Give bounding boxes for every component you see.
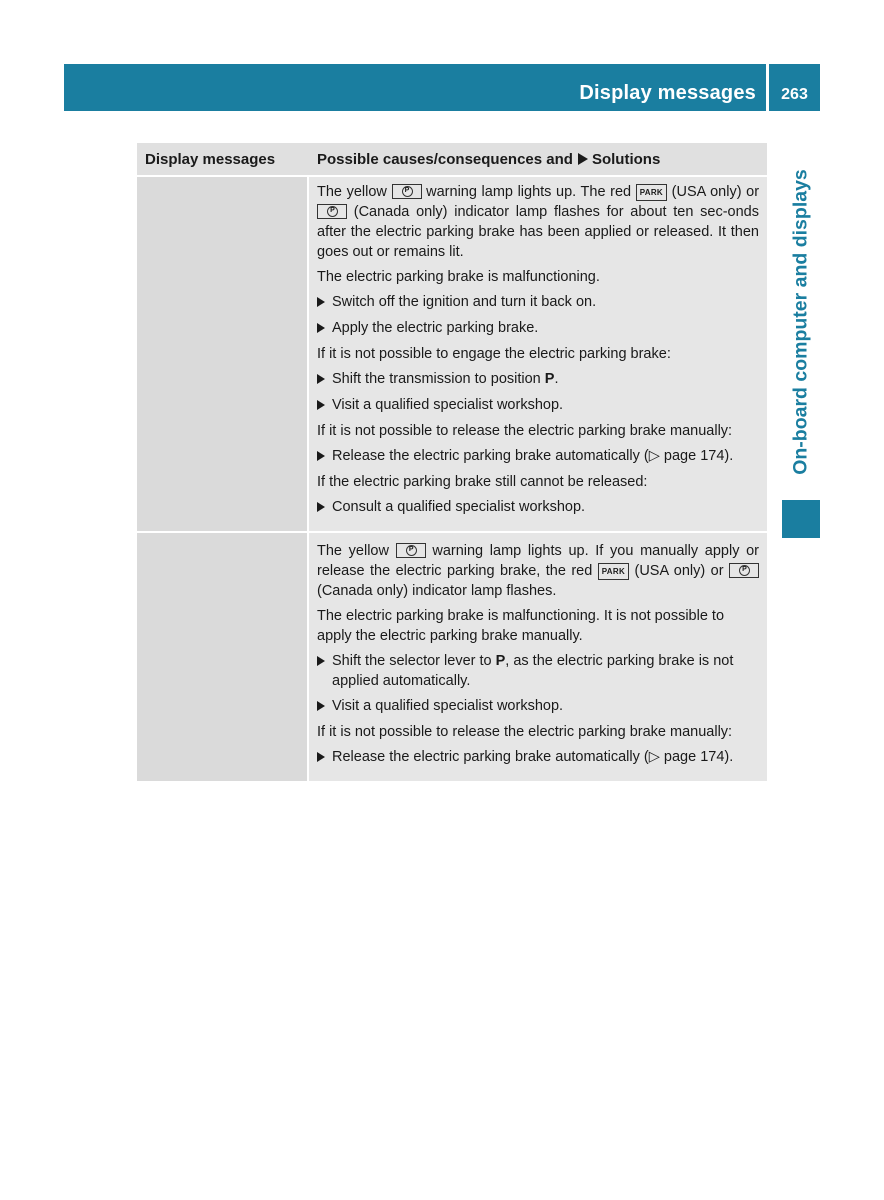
bullet-arrow-icon xyxy=(317,395,332,416)
arrow-right-icon xyxy=(578,153,588,165)
bullet-arrow-icon xyxy=(317,747,332,768)
paragraph: The electric parking brake is malfunctioning. It is not possible to apply the electric parking brake manually. xyxy=(317,608,725,644)
list-item xyxy=(317,369,759,390)
bullet-arrow-icon xyxy=(317,446,332,467)
list-item xyxy=(317,497,759,518)
display-message-cell xyxy=(137,533,309,781)
lamp-symbol: P xyxy=(327,206,338,217)
bullet-arrow-icon xyxy=(317,292,332,313)
paragraph: If the electric parking brake still cannot be released: xyxy=(317,474,648,490)
text: Shift the selector lever to xyxy=(332,653,492,669)
list-item-text: Apply the electric parking brake. xyxy=(332,320,539,336)
bullet-arrow-icon xyxy=(317,318,332,339)
list-item xyxy=(317,395,759,416)
column-header-solutions-label: Solutions xyxy=(591,151,661,168)
table-row xyxy=(137,177,767,531)
page-number: 263 xyxy=(781,86,808,103)
parking-brake-lamp-icon xyxy=(729,563,759,578)
list-item xyxy=(317,292,759,313)
list-item-text: Visit a qualified specialist workshop. xyxy=(332,397,564,413)
section-side-title: On-board computer and displays xyxy=(789,169,812,475)
display-message-cell xyxy=(137,177,309,531)
text: . xyxy=(554,371,559,387)
park-lamp-icon: PARK xyxy=(598,563,629,580)
parking-brake-lamp-icon xyxy=(392,184,422,199)
text: warning lamp lights up. If you manually apply or release the electric parking brake, the red xyxy=(317,543,760,579)
text: Shift the transmission to position xyxy=(332,371,541,387)
lamp-symbol: P xyxy=(406,545,417,556)
column-header-causes-solutions xyxy=(309,143,767,175)
parking-brake-lamp-icon xyxy=(317,204,347,219)
gear-position: P xyxy=(544,371,555,387)
list-item-text: Consult a qualified specialist workshop. xyxy=(332,499,586,515)
list-item-text xyxy=(332,651,759,691)
page-title: Display messages xyxy=(579,82,756,104)
header-bar xyxy=(64,64,766,111)
column-header-display-messages: Display messages xyxy=(145,151,276,168)
table-header-row xyxy=(137,143,767,177)
bullet-arrow-icon xyxy=(317,651,332,691)
paragraph xyxy=(317,182,759,262)
list-item-text xyxy=(332,369,759,390)
list-item xyxy=(317,747,759,768)
text: warning lamp lights up. The red xyxy=(426,184,632,200)
page-number-box xyxy=(769,64,820,111)
gear-position: P xyxy=(495,653,506,669)
bullet-arrow-icon xyxy=(317,696,332,717)
text: (USA only) or xyxy=(671,184,760,200)
paragraph xyxy=(317,541,759,601)
text: (Canada only) indicator lamp flashes. xyxy=(317,583,557,599)
list-item xyxy=(317,651,759,691)
list-item xyxy=(317,446,759,467)
solutions-cell xyxy=(309,177,767,531)
list-item-text: Release the electric parking brake automatically (▷ page 174). xyxy=(332,448,734,464)
table-row xyxy=(137,531,767,781)
text: (Canada only) indicator lamp flashes for about ten sec-onds after the electric parking brake has been applied or released. It then goes out or remains lit. xyxy=(317,204,760,260)
paragraph: If it is not possible to release the electric parking brake manually: xyxy=(317,423,733,439)
solutions-cell xyxy=(309,533,767,781)
parking-brake-lamp-icon xyxy=(396,543,426,558)
lamp-symbol: P xyxy=(739,565,750,576)
paragraph: If it is not possible to engage the electric parking brake: xyxy=(317,346,671,362)
list-item xyxy=(317,696,759,717)
display-messages-table xyxy=(137,143,767,781)
list-item-text: Switch off the ignition and turn it back on. xyxy=(332,294,597,310)
bullet-arrow-icon xyxy=(317,369,332,390)
list-item-text: Release the electric parking brake automatically (▷ page 174). xyxy=(332,749,734,765)
text: The yellow xyxy=(317,184,387,200)
column-header-causes-label: Possible causes/consequences and xyxy=(317,151,573,168)
park-lamp-icon: PARK xyxy=(636,184,667,201)
text: , as the electric parking brake is not applied automatically. xyxy=(332,653,734,689)
paragraph: If it is not possible to release the electric parking brake manually: xyxy=(317,724,733,740)
list-item-text: Visit a qualified specialist workshop. xyxy=(332,698,564,714)
list-item xyxy=(317,318,759,339)
lamp-symbol: P xyxy=(402,186,413,197)
text: The yellow xyxy=(317,543,389,559)
section-tab-marker xyxy=(782,500,820,538)
bullet-arrow-icon xyxy=(317,497,332,518)
text: (USA only) or xyxy=(634,563,724,579)
paragraph: The electric parking brake is malfunctioning. xyxy=(317,269,600,285)
